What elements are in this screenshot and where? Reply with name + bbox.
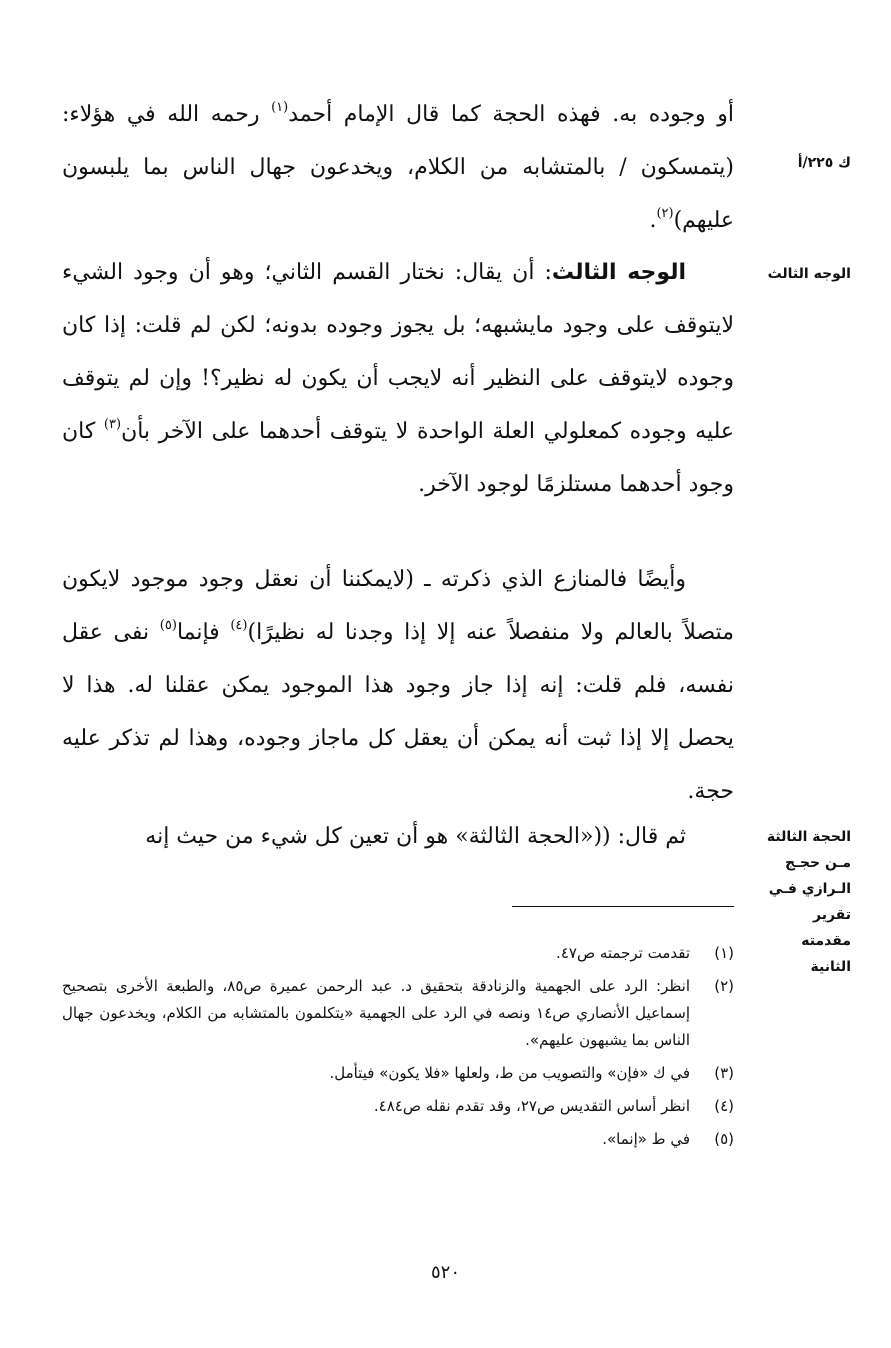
paragraph-text: أو وجوده به. فهذه الحجة كما قال الإمام أحمد xyxy=(288,102,734,127)
footnote xyxy=(62,1060,734,1087)
footnote-text: في ط «إنما». xyxy=(602,1130,690,1148)
paragraph-text: ثم قال: ((«الحجة الثالثة» هو أن تعين كل شيء من حيث إنه xyxy=(145,824,686,849)
paragraph-text: فإنما xyxy=(176,620,231,645)
footnote-number: (٣) xyxy=(714,1064,734,1082)
footnote xyxy=(62,940,734,967)
margin-note-third-aspect: الوجه الثالث xyxy=(767,266,851,282)
footnote-text: في ك «فإن» والتصويب من ط، ولعلها «فلا يكون» فيتأمل. xyxy=(329,1064,690,1082)
footnote-number: (٢) xyxy=(714,977,734,995)
page-number: ٥٢٠ xyxy=(430,1262,460,1283)
paragraph xyxy=(62,246,734,511)
footnote-ref[interactable]: (٣) xyxy=(103,417,122,432)
footnote-ref[interactable]: (٢) xyxy=(656,206,674,221)
paragraph-text: كان وجود أحدهما مستلزمًا لوجود الآخر. xyxy=(62,419,734,497)
footnote-number: (٥) xyxy=(714,1130,734,1148)
footnote-text: انظر: الرد على الجهمية والزنادقة بتحقيق د. عبد الرحمن عميرة ص٨٥، والطبعة الأخرى بتصحيح إسماعيل الأنصاري ص١٤ ونصه في الرد على الجهمية «يتكلمون بالمتشابه من الكلام، ويخدعون جهال الناس بما يشبهون عليهم». xyxy=(62,977,690,1049)
margin-note-line: الـرازي فـي xyxy=(768,881,851,897)
footnote xyxy=(62,1093,734,1120)
margin-note-line: الحجة الثالثة xyxy=(766,829,851,845)
para-4 xyxy=(62,810,734,863)
paragraph-text: : أن يقال: نختار القسم الثاني؛ وهو أن وجود الشيء لايتوقف على وجود مايشبهه؛ بل يجوز وجوده بدونه؛ لكن لم قلت: إذا كان وجوده لايتوقف على النظير أنه لايجب أن يكون له نظير؟! وإن لم يتوقف عليه وجوده كمعلولي العلة الواحدة لا يتوقف أحدهما على الآخر بأن xyxy=(62,260,735,444)
footnote-number: (١) xyxy=(714,944,734,962)
footnote xyxy=(62,1126,734,1153)
paragraph-text: نفى عقل نفسه، فلم قلت: إنه إذا جاز وجود هذا الموجود يمكن عقلنا له. هذا لا يحصل إلا إذا ثبت أنه يمكن أن يعقل كل ماجاز وجوده، وهذا لم تذكر عليه حجة. xyxy=(62,620,734,804)
footnote-text: انظر أساس التقديس ص٢٧، وقد تقدم نقله ص٤٨٤. xyxy=(373,1097,690,1115)
para-3 xyxy=(62,553,734,818)
paragraph-text: رحمه الله في هؤلاء: (يتمسكون / بالمتشابه من الكلام، ويخدعون جهال الناس بما يلبسون عليهم) xyxy=(62,102,734,233)
paragraph-text: وأيضًا فالمنازع الذي ذكرته ـ (لايمكننا أن نعقل وجود موجود لايكون متصلاً بالعالم ولا منفصلاً عنه إلا إذا وجدنا له نظيرًا) xyxy=(62,567,734,645)
margin-note-manuscript-ref: ك ٢٢٥/أ xyxy=(797,155,851,171)
footnote-ref[interactable]: (١) xyxy=(271,100,289,115)
margin-note-line: تقرير مقدمته xyxy=(801,907,851,949)
footnote-separator xyxy=(512,906,734,907)
margin-note-line: الثانية xyxy=(810,959,851,975)
para-2 xyxy=(62,246,734,511)
footnote-ref[interactable]: (٤) xyxy=(230,618,248,633)
margin-note-line: مـن حجـج xyxy=(785,855,851,871)
paragraph xyxy=(62,88,734,247)
margin-note-third-argument xyxy=(766,824,851,980)
section-lead: الوجه الثالث xyxy=(551,260,687,285)
paragraph-text: . xyxy=(649,208,657,233)
paragraph xyxy=(62,810,734,863)
footnote-number: (٤) xyxy=(714,1097,734,1115)
paragraph xyxy=(62,553,734,818)
para-1 xyxy=(62,88,734,247)
footnotes xyxy=(62,940,734,1159)
footnote-text: تقدمت ترجمته ص٤٧. xyxy=(556,944,690,962)
footnote-ref[interactable]: (٥) xyxy=(159,618,177,633)
footnote xyxy=(62,973,734,1054)
